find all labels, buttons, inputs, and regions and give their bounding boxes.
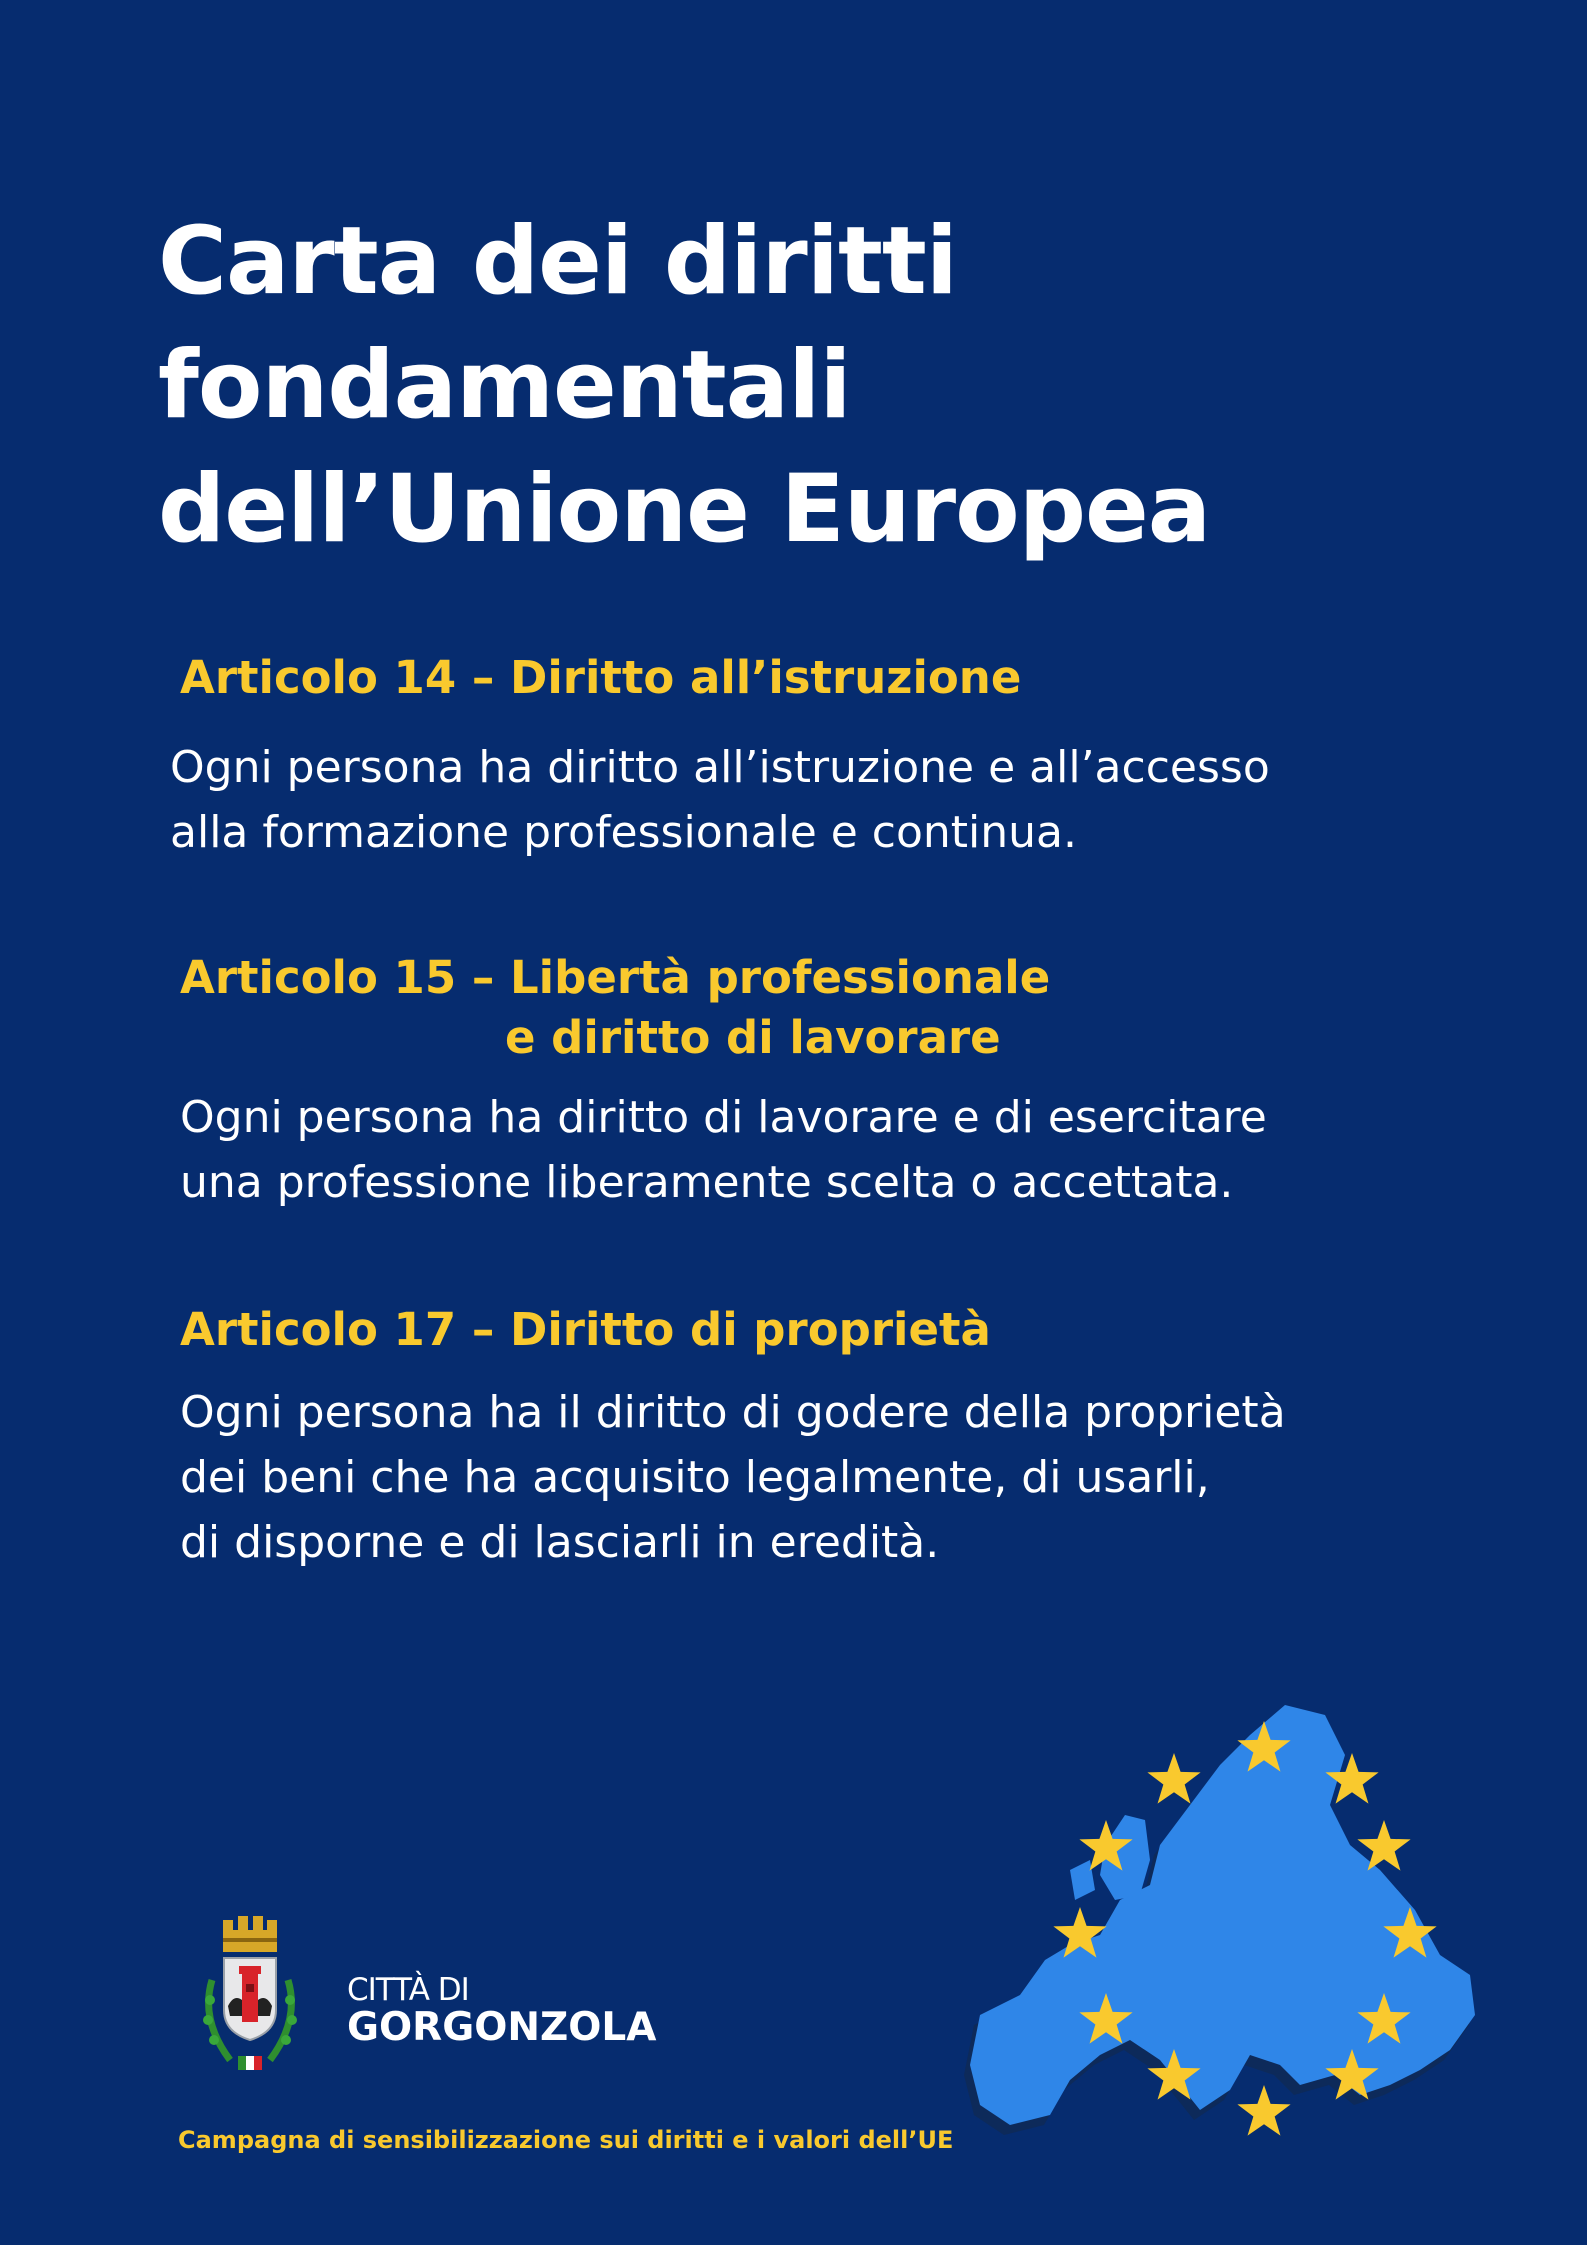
- article-14-heading: [180, 648, 1021, 708]
- city-prefix: CITTÀ DI: [347, 1972, 469, 2008]
- article-17-heading: [180, 1300, 991, 1360]
- article-14-heading-line: Articolo 14 – Diritto all’istruzione: [180, 651, 1022, 704]
- gorgonzola-coat-of-arms-icon: [190, 1910, 310, 2095]
- title-line-2: fondamentali: [158, 331, 851, 440]
- title-line-3: dell’Unione Europea: [158, 455, 1211, 564]
- article-14-body-line-1: Ogni persona ha diritto all’istruzione e all’accesso: [170, 742, 1270, 793]
- article-15-heading: [180, 948, 1050, 1068]
- article-14-body-line-2: alla formazione professionale e continua.: [170, 807, 1078, 858]
- article-15-body-line-2: una professione liberamente scelta o accettata.: [180, 1157, 1234, 1208]
- city-name: GORGONZOLA: [347, 2005, 657, 2050]
- article-17-body-line-3: di disporne e di lasciarli in eredità.: [180, 1517, 940, 1568]
- page-title: [158, 200, 1358, 572]
- article-17-body-line-2: dei beni che ha acquisito legalmente, di usarli,: [180, 1452, 1210, 1503]
- article-17-body-line-1: Ogni persona ha il diritto di godere della proprietà: [180, 1387, 1286, 1438]
- article-15-heading-line-1: Articolo 15 – Libertà professionale: [180, 951, 1051, 1004]
- article-15-body-line-1: Ogni persona ha diritto di lavorare e di esercitare: [180, 1092, 1267, 1143]
- article-17-heading-line: Articolo 17 – Diritto di proprietà: [180, 1303, 991, 1356]
- campaign-tagline: Campagna di sensibilizzazione sui diritti e i valori dell’UE: [178, 2126, 954, 2154]
- article-17-body: [180, 1380, 1286, 1575]
- article-15-body: [180, 1085, 1267, 1215]
- article-14-body: [170, 735, 1270, 865]
- title-line-1: Carta dei diritti: [158, 207, 958, 316]
- eu-map-stars-icon: [950, 1695, 1490, 2165]
- article-15-heading-line-2: e diritto di lavorare: [505, 1011, 1001, 1064]
